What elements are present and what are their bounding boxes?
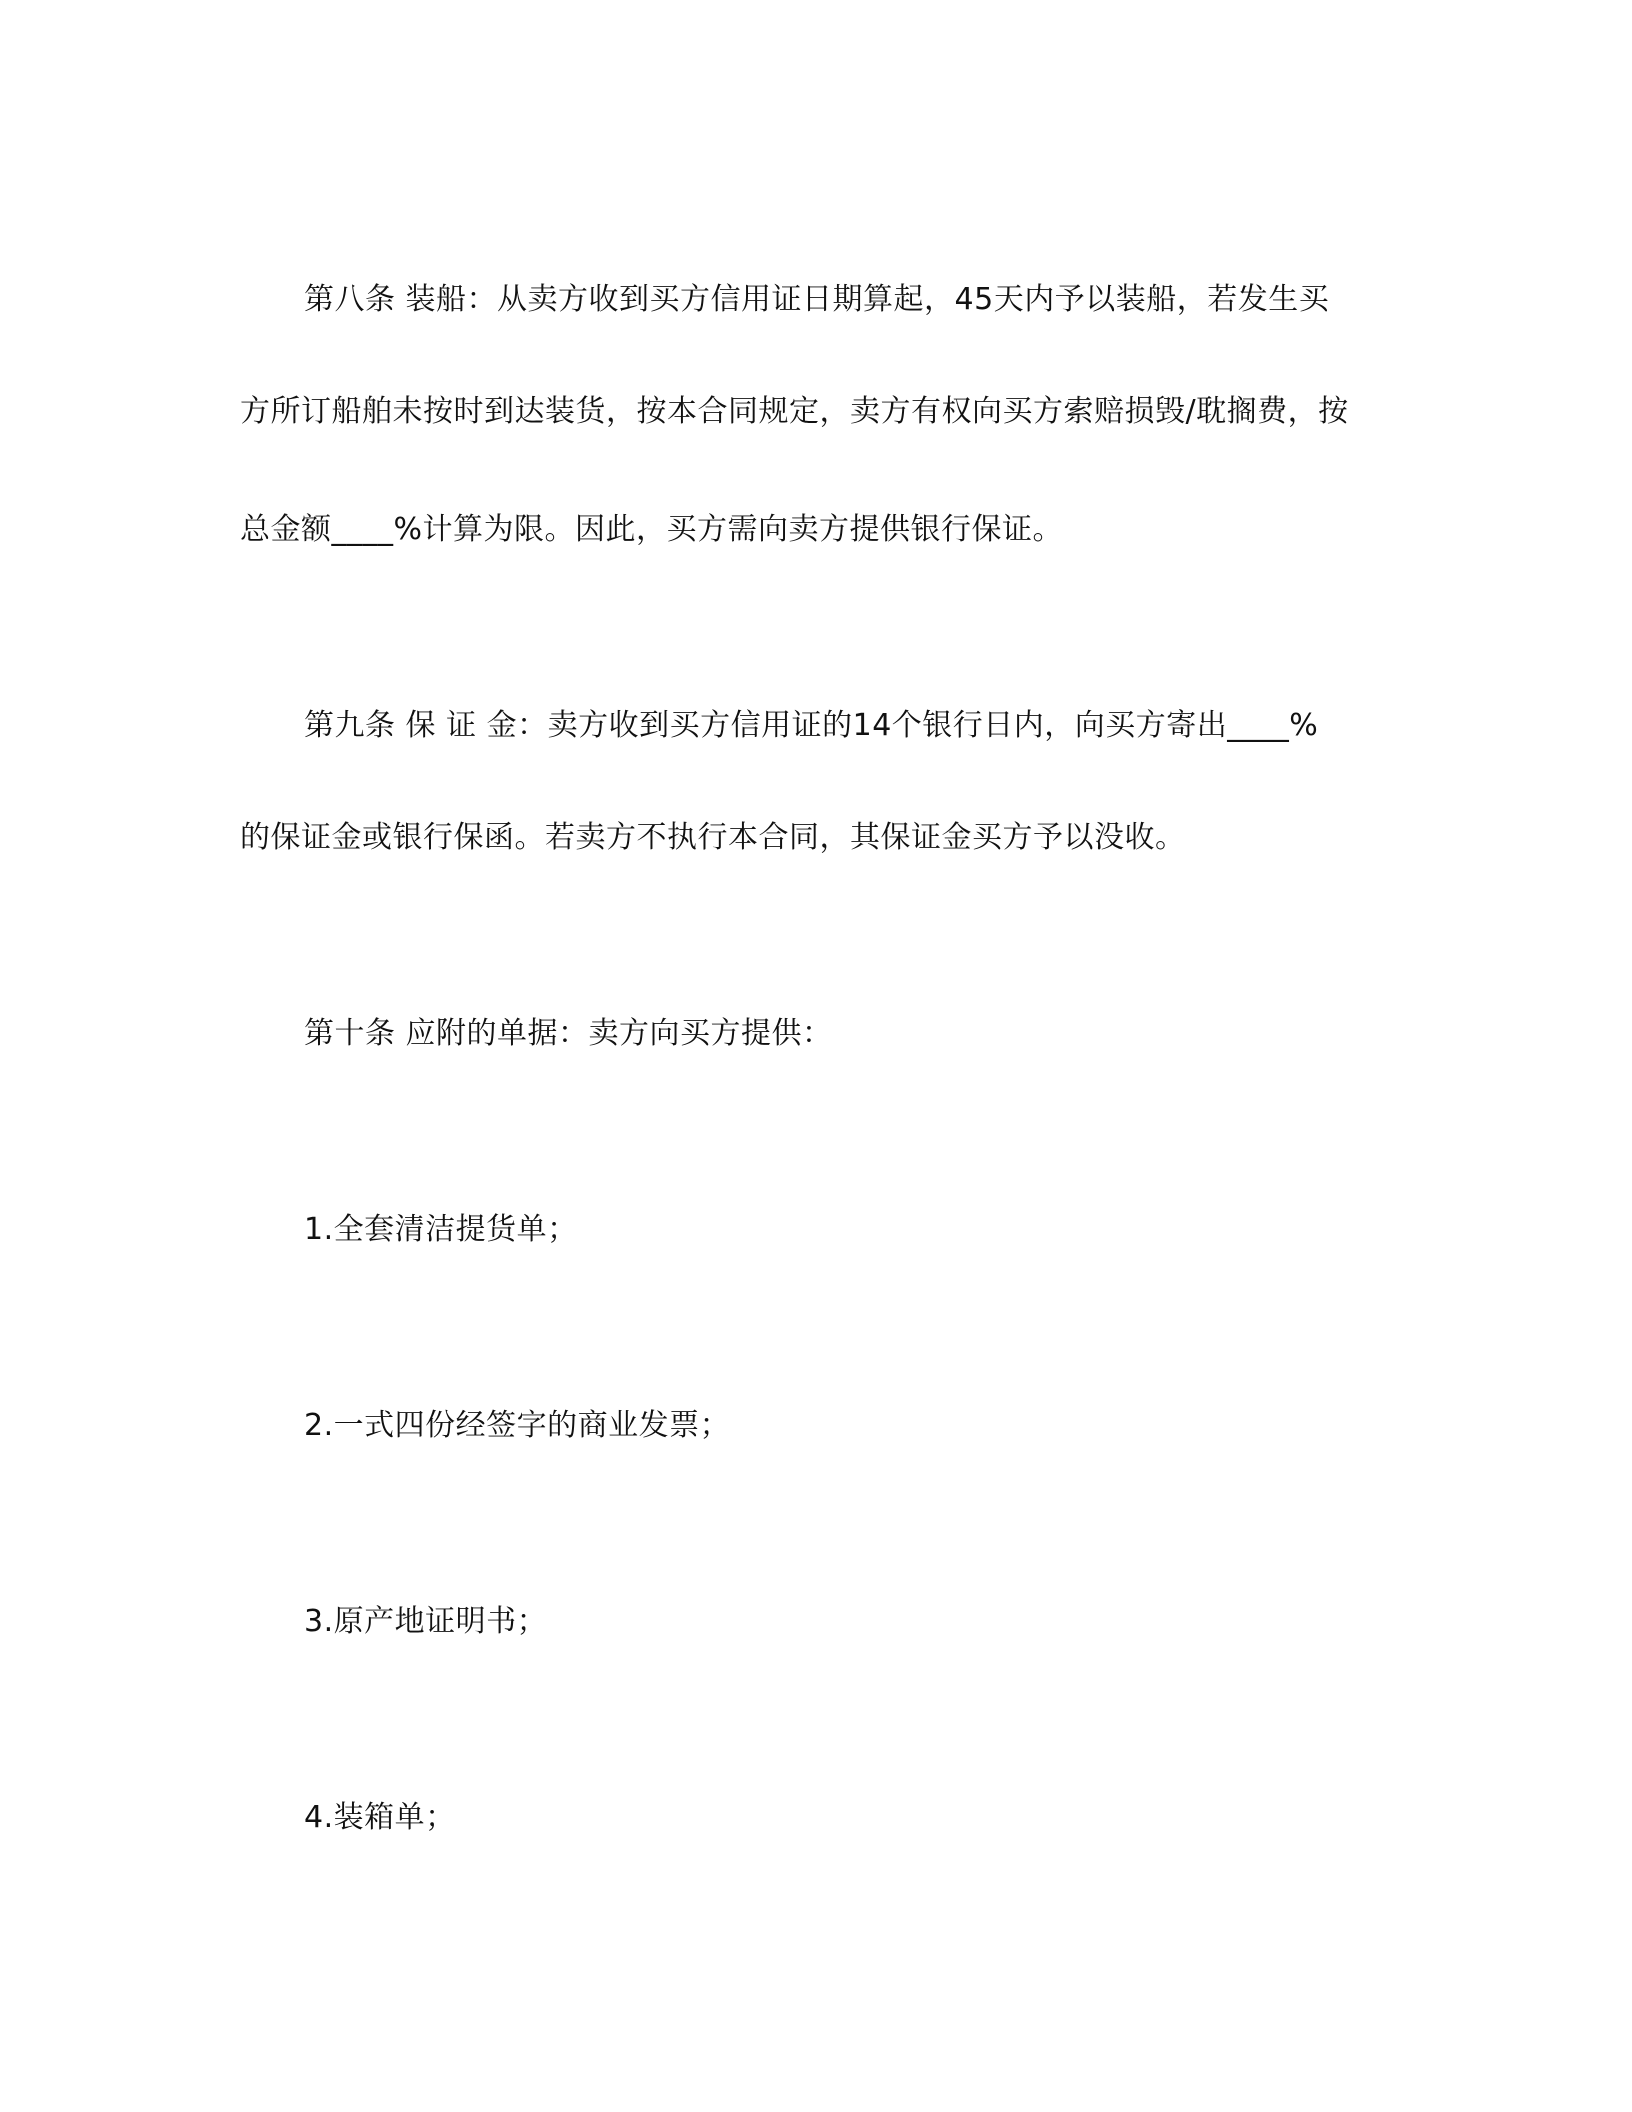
article-8-line-2: 方所订船舶未按时到达装货，按本合同规定，卖方有权向买方索赔损毁/耽搁费，按	[240, 394, 1349, 429]
article-9-line-1: 第九条 保 证 金：卖方收到买方信用证的14个银行日内，向买方寄出____%	[304, 708, 1319, 743]
list-item-1: 1.全套清洁提货单；	[304, 1212, 578, 1247]
article-8-line-3: 总金额____%计算为限。因此，买方需向卖方提供银行保证。	[240, 512, 1064, 547]
list-item-3: 3.原产地证明书；	[304, 1604, 548, 1639]
article-10-heading: 第十条 应附的单据：卖方向买方提供：	[304, 1016, 833, 1051]
list-item-2: 2.一式四份经签字的商业发票；	[304, 1408, 731, 1443]
list-item-4: 4.装箱单；	[304, 1800, 456, 1835]
article-8-line-1: 第八条 装船：从卖方收到买方信用证日期算起，45天内予以装船，若发生买	[304, 282, 1330, 317]
article-9-line-2: 的保证金或银行保函。若卖方不执行本合同，其保证金买方予以没收。	[240, 820, 1186, 855]
